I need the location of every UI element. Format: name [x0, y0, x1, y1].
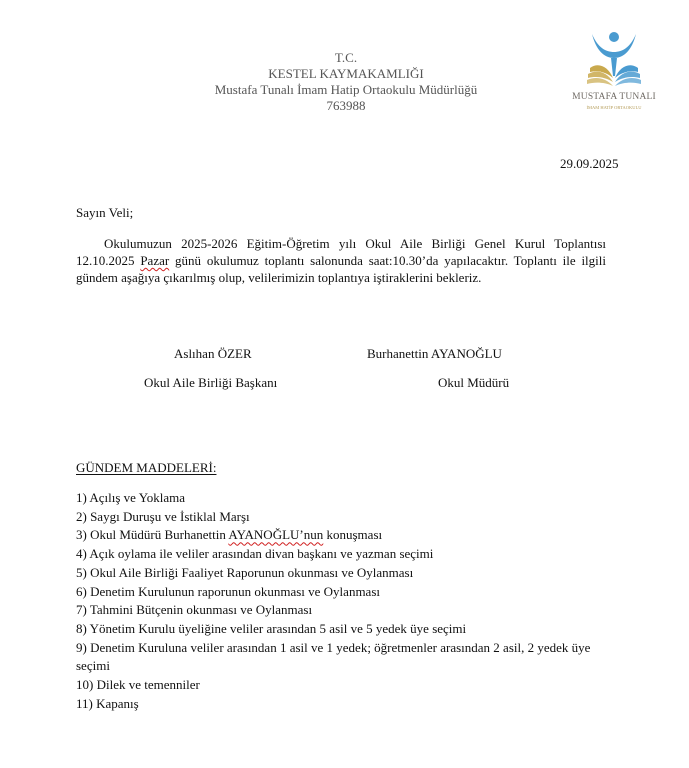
agenda-item [76, 526, 621, 545]
agenda-item: 6) Denetim Kurulunun raporunun okunması ve Oylanması [76, 583, 380, 599]
body-text-end: günü okulumuz toplantı salonunda saat:10.30’da yapılacaktır. Toplantı ile ilgili gündem aşağıya çıkarılmış olup, velilerimizin toplantıya iştiraklerini bekleriz. [76, 253, 606, 285]
agenda-item: 11) Kapanış [76, 695, 139, 711]
agenda-item-text-end: konuşması [323, 527, 383, 543]
school-emblem-icon [584, 28, 644, 90]
logo-name: MUSTAFA TUNALI [572, 92, 656, 102]
signature-left-title: Okul Aile Birliği Başkanı [144, 375, 278, 390]
school-logo [566, 28, 662, 116]
body-text-start: Okulumuzun 2025-2026 Eğitim-Öğretim yılı Okul Aile Birliği Genel Kurul Toplantısı 12.10.2025 [76, 236, 606, 268]
salutation: Sayın Veli; [76, 205, 134, 220]
document-date: 29.09.2025 [560, 156, 619, 171]
signature-right-title: Okul Müdürü [438, 375, 510, 390]
header-school: Mustafa Tunalı İmam Hatip Ortaokulu Müdürlüğü [214, 82, 478, 97]
logo-subtitle: İMAM HATİP ORTAOKULU [586, 105, 642, 110]
agenda-item: 4) Açık oylama ile veliler arasından divan başkanı ve yazman seçimi [76, 546, 434, 562]
agenda-item: 1) Açılış ve Yoklama [76, 490, 186, 505]
agenda-item: 5) Okul Aile Birliği Faaliyet Raporunun okunması ve Oylanması [76, 564, 414, 580]
agenda-item: 7) Tahmini Bütçenin okunması ve Oylanması [76, 602, 313, 618]
agenda-list [76, 489, 621, 713]
header-code: 763988 [326, 98, 366, 113]
header-state: T.C. [334, 50, 358, 65]
agenda-item-underlined: AYANOĞLU’nun [228, 527, 324, 543]
agenda-item: 8) Yönetim Kurulu üyeliğine veliler arasından 5 asil ve 5 yedek üye seçimi [76, 620, 467, 636]
body-paragraph [76, 235, 606, 286]
letterhead [190, 50, 502, 114]
header-governorship: KESTEL KAYMAKAMLIĞI [268, 66, 424, 81]
agenda-title: GÜNDEM MADDELERİ: [76, 460, 217, 475]
agenda-item: 2) Saygı Duruşu ve İstiklal Marşı [76, 508, 250, 524]
agenda-item-text: 3) Okul Müdürü Burhanettin [76, 527, 229, 543]
body-day-underlined: Pazar [140, 253, 170, 268]
agenda-item: 9) Denetim Kuruluna veliler arasından 1 asil ve 1 yedek; öğretmenler arasından 2 asil, 2 yedek üye seçimi [76, 639, 591, 674]
signature-left-name: Aslıhan ÖZER [174, 346, 252, 361]
signature-right-name: Burhanettin AYANOĞLU [367, 346, 502, 361]
agenda-item: 10) Dilek ve temenniler [76, 677, 200, 693]
